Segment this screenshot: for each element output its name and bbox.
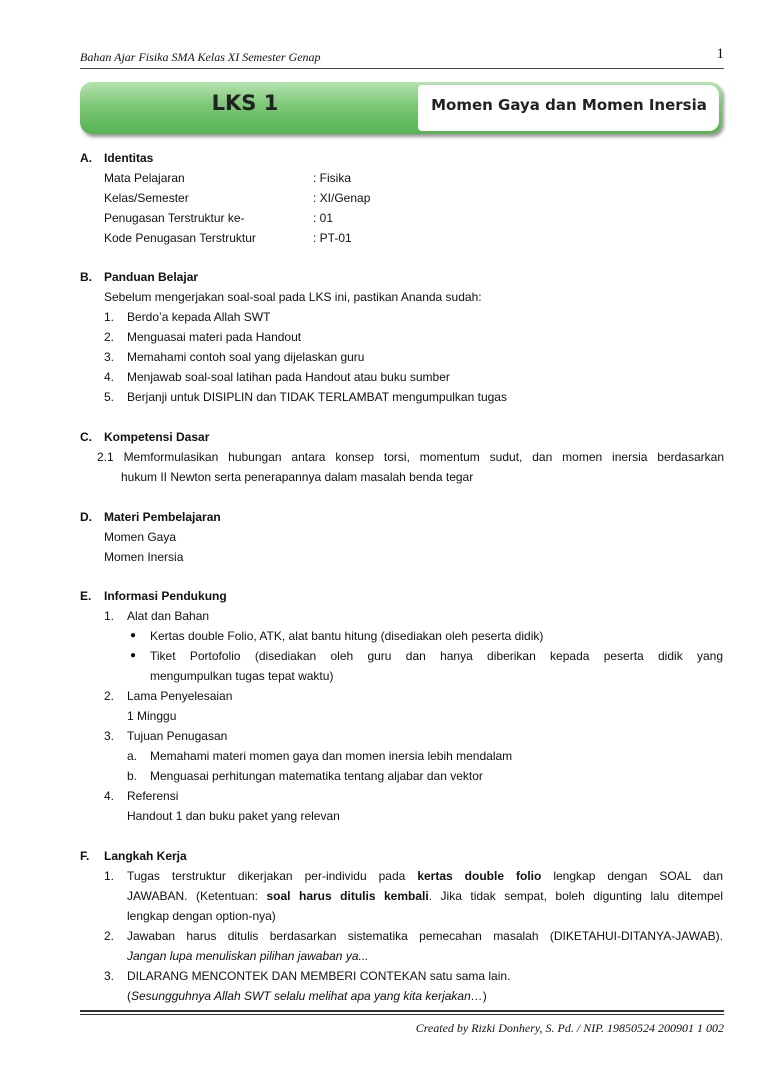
subsection-title: Tujuan Penugasan — [127, 729, 228, 743]
list-number: 5. — [104, 390, 115, 404]
paren: ( — [127, 989, 131, 1003]
list-item: Berdo’a kepada Allah SWT — [127, 310, 271, 324]
list-item: Menjawab soal-soal latihan pada Handout atau buku sumber — [127, 370, 450, 384]
section-d-title: Materi Pembelajaran — [104, 510, 221, 524]
identity-label: Kode Penugasan Terstruktur — [104, 231, 256, 245]
list-number: 3. — [104, 729, 115, 743]
list-item: Menguasai perhitungan matematika tentang aljabar dan vektor — [150, 769, 483, 783]
bullet-text: mengumpulkan tugas tepat waktu) — [150, 669, 334, 683]
list-number: 1. — [104, 609, 115, 623]
step-emphasis: soal harus ditulis kembali — [266, 889, 429, 903]
step-note: Jangan lupa menuliskan pilihan jawaban ya... — [127, 949, 369, 963]
section-c-letter: C. — [80, 430, 92, 444]
section-f-title: Langkah Kerja — [104, 849, 187, 863]
list-number: 3. — [104, 350, 115, 364]
reference-value: Handout 1 dan buku paket yang relevan — [127, 809, 340, 823]
step-text: JAWABAN. (Ketentuan: — [127, 889, 267, 903]
page-number: 1 — [716, 46, 724, 62]
list-item: Menguasai materi pada Handout — [127, 330, 302, 344]
identity-value: : 01 — [313, 211, 334, 225]
step-text: lengkap dengan SOAL dan — [541, 869, 723, 883]
material-item: Momen Inersia — [104, 550, 184, 564]
section-b-letter: B. — [80, 270, 92, 284]
section-d-letter: D. — [80, 510, 92, 524]
footer-rule — [80, 1010, 724, 1012]
identity-value: : Fisika — [313, 171, 352, 185]
list-number: 1. — [104, 869, 115, 883]
list-letter: b. — [127, 769, 138, 783]
footer-credit: Created by Rizki Donhery, S. Pd. / NIP. 19850524 200901 1 002 — [415, 1021, 724, 1035]
section-b-title: Panduan Belajar — [104, 270, 199, 284]
subsection-title: Referensi — [127, 789, 179, 803]
duration-value: 1 Minggu — [127, 709, 177, 723]
list-number: 4. — [104, 370, 115, 384]
identity-label: Kelas/Semester — [104, 191, 189, 205]
list-item: Berjanji untuk DISIPLIN dan TIDAK TERLAMBAT mengumpulkan tugas — [127, 390, 507, 404]
bullet-icon: ● — [130, 650, 137, 661]
material-item: Momen Gaya — [104, 530, 177, 544]
section-e-letter: E. — [80, 589, 92, 603]
list-number: 3. — [104, 969, 115, 983]
list-number: 1. — [104, 310, 115, 324]
section-b-intro: Sebelum mengerjakan soal-soal pada LKS ini, pastikan Ananda sudah: — [104, 290, 482, 304]
footer-rule — [80, 1014, 724, 1015]
list-item: Memahami contoh soal yang dijelaskan guru — [127, 350, 365, 364]
bullet-icon: ● — [130, 630, 137, 641]
subsection-title: Lama Penyelesaian — [127, 689, 233, 703]
step-emphasis: kertas double folio — [417, 869, 542, 883]
step-line — [127, 866, 723, 886]
list-number: 2. — [104, 330, 115, 344]
competency-line: 2.1 Memformulasikan hubungan antara konsep torsi, momentum sudut, dan momen inersia berdasarkan — [97, 450, 724, 464]
step-line: Jawaban harus ditulis berdasarkan sistematika pemecahan masalah (DIKETAHUI-DITANYA-JAWAB). — [127, 929, 723, 943]
section-c-title: Kompetensi Dasar — [104, 430, 210, 444]
banner-title: Momen Gaya dan Momen Inersia — [431, 96, 707, 114]
list-item: Memahami materi momen gaya dan momen inersia lebih mendalam — [150, 749, 513, 763]
step-line: DILARANG MENCONTEK DAN MEMBERI CONTEKAN satu sama lain. — [127, 969, 511, 983]
header-title: Bahan Ajar Fisika SMA Kelas XI Semester Genap — [80, 50, 321, 64]
paren: ) — [482, 989, 487, 1003]
lks-label: LKS 1 — [211, 91, 279, 115]
bullet-text: Tiket Portofolio (disediakan oleh guru dan hanya diberikan kepada peserta didik yang — [150, 649, 723, 663]
step-text: . Jika tidak sempat, boleh digunting lalu ditempel — [428, 889, 723, 903]
list-number: 2. — [104, 929, 115, 943]
identity-label: Mata Pelajaran — [104, 171, 185, 185]
identity-value: : PT-01 — [313, 231, 352, 245]
competency-line: hukum II Newton serta penerapannya dalam masalah benda tegar — [121, 470, 474, 484]
step-note-italic: Sesungguhnya Allah SWT selalu melihat apa yang kita kerjakan… — [131, 989, 483, 1003]
section-f-letter: F. — [80, 849, 90, 863]
step-note — [127, 988, 487, 1004]
identity-value: : XI/Genap — [313, 191, 371, 205]
step-line — [127, 886, 723, 906]
page-header — [80, 46, 724, 69]
section-a-letter: A. — [80, 151, 92, 165]
section-a-title: Identitas — [104, 151, 154, 165]
subsection-title: Alat dan Bahan — [127, 609, 210, 623]
step-line: lengkap dengan option-nya) — [127, 909, 276, 923]
list-number: 4. — [104, 789, 115, 803]
list-number: 2. — [104, 689, 115, 703]
identity-label: Penugasan Terstruktur ke- — [104, 211, 245, 225]
section-e-title: Informasi Pendukung — [104, 589, 227, 603]
lks-banner — [80, 82, 722, 134]
list-letter: a. — [127, 749, 138, 763]
step-text: Tugas terstruktur dikerjakan per-individu pada — [127, 869, 418, 883]
bullet-text: Kertas double Folio, ATK, alat bantu hitung (disediakan oleh peserta didik) — [150, 629, 544, 643]
